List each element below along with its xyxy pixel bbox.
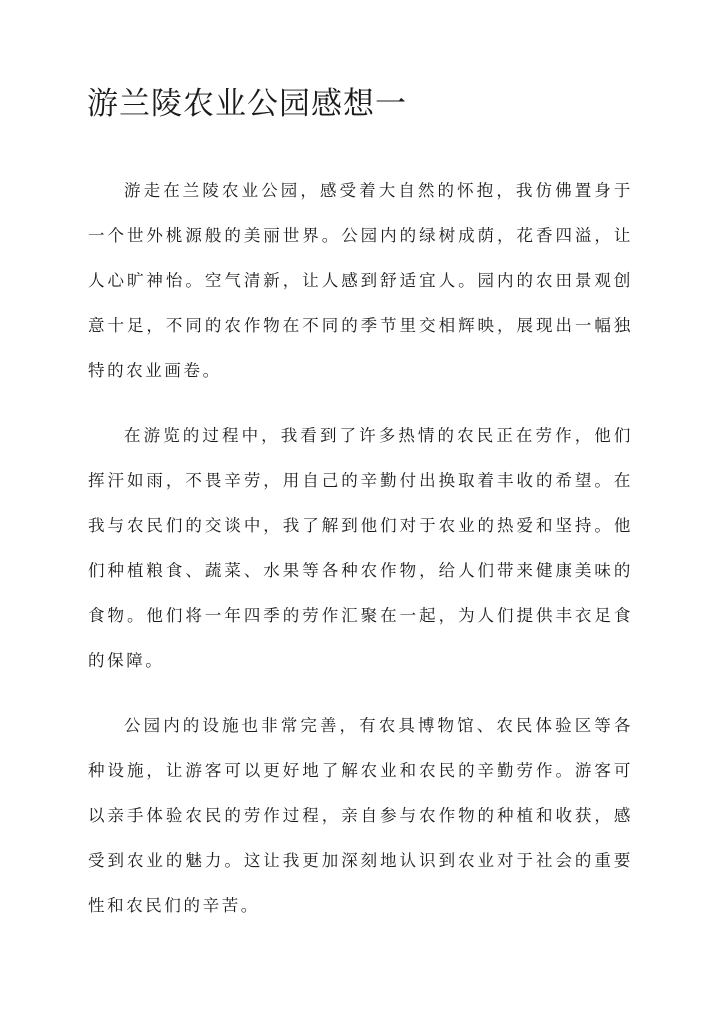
paragraph-2: 在游览的过程中，我看到了许多热情的农民正在劳作，他们挥汗如雨，不畏辛劳，用自己的辛勤付出换取着丰收的希望。在我与农民们的交谈中，我了解到他们对于农业的热爱和坚持。他们种植粮食、蔬菜、水果等各种农作物，给人们带来健康美味的食物。他们将一年四季的劳作汇聚在一起，为人们提供丰衣足食的保障。 [88,426,633,670]
document-body [88,168,633,948]
paragraph-3: 公园内的设施也非常完善，有农具博物馆、农民体验区等各种设施，让游客可以更好地了解农业和农民的辛勤劳作。游客可以亲手体验农民的劳作过程，亲自参与农作物的种植和收获，感受到农业的魅力。这让我更加深刻地认识到农业对于社会的重要性和农民们的辛苦。 [88,716,633,915]
document-title: 游兰陵农业公园感想一 [87,86,407,122]
paragraph-1: 游走在兰陵农业公园，感受着大自然的怀抱，我仿佛置身于一个世外桃源般的美丽世界。公园内的绿树成荫，花香四溢，让人心旷神怡。空气清新，让人感到舒适宜人。园内的农田景观创意十足，不同的农作物在不同的季节里交相辉映，展现出一幅独特的农业画卷。 [88,181,633,380]
